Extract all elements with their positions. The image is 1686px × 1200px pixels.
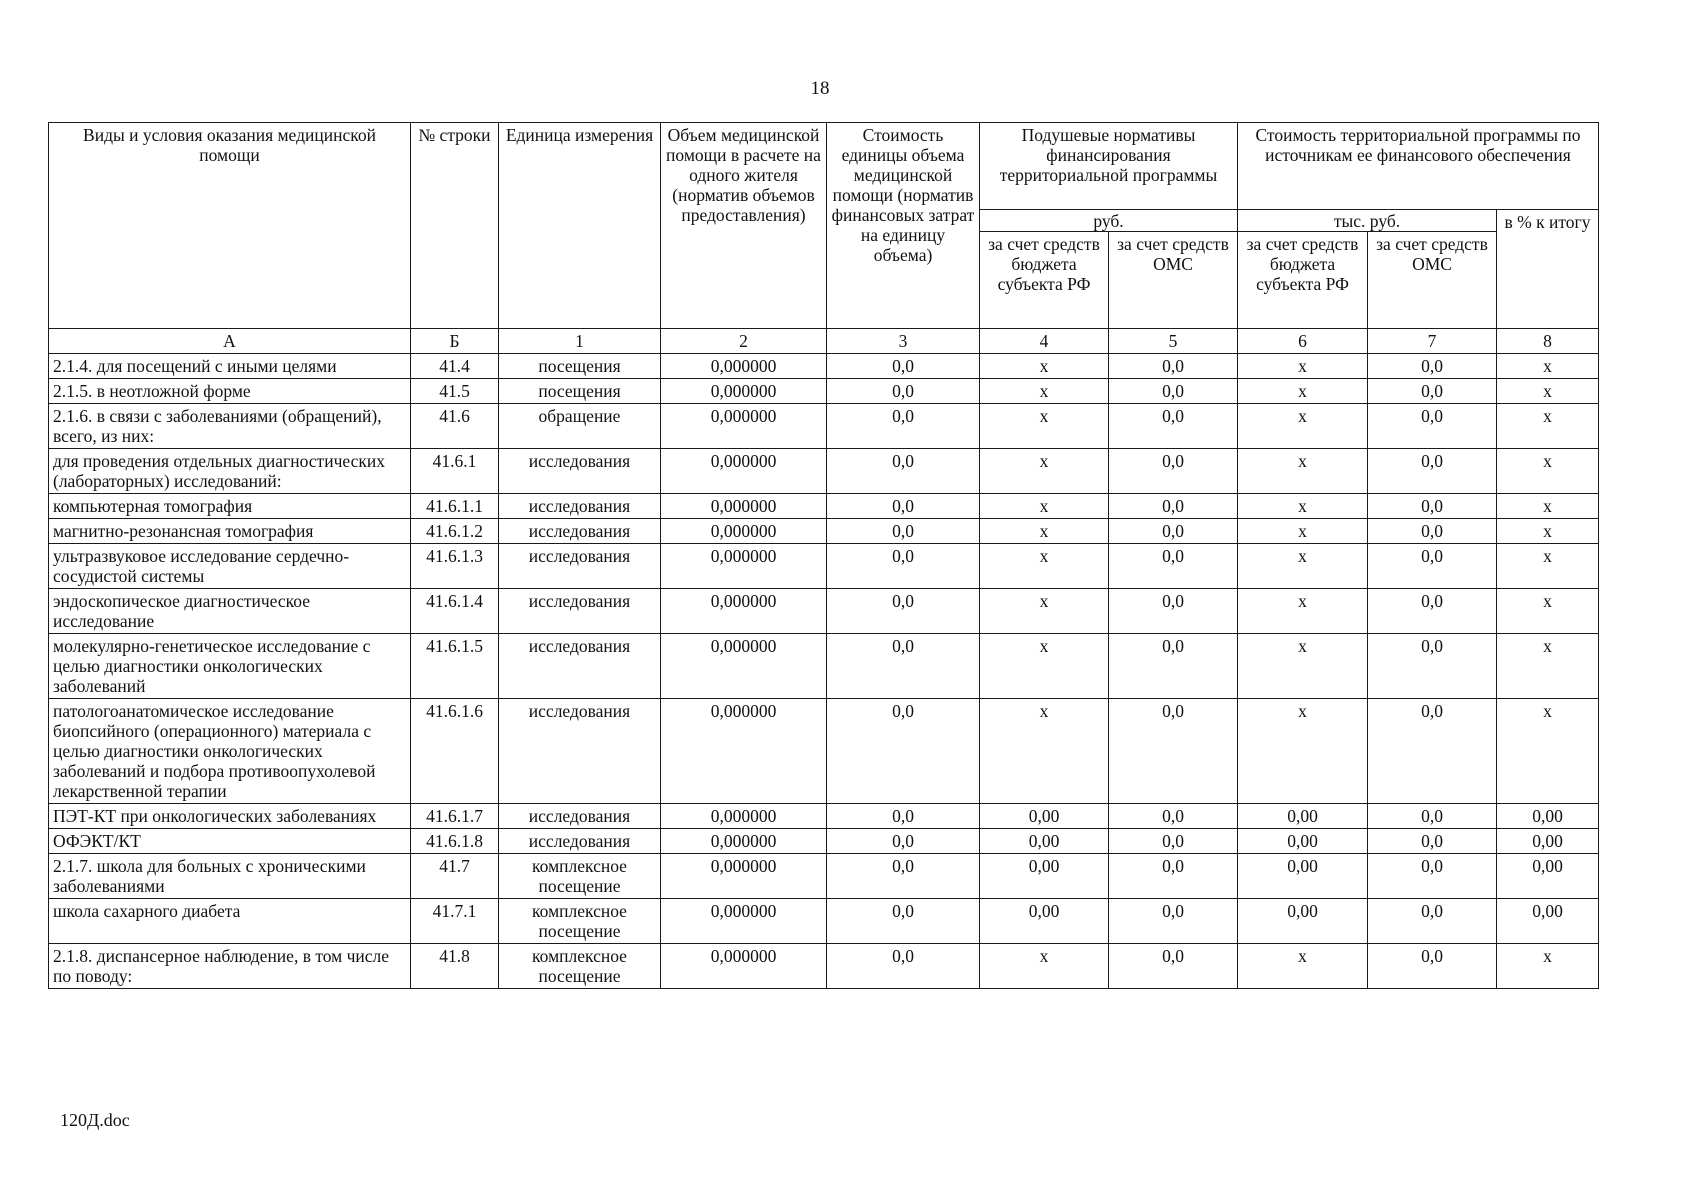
cell-name: для проведения отдельных диагностических (лабораторных) исследований: — [49, 449, 411, 494]
table-row — [49, 494, 1599, 519]
cell-oms-norm: 0,0 — [1109, 699, 1238, 804]
cell-cost: 0,0 — [827, 804, 980, 829]
cell-percent: х — [1497, 494, 1599, 519]
cell-row-no: 41.8 — [411, 944, 499, 989]
cell-budget-norm: х — [980, 589, 1109, 634]
cell-volume: 0,000000 — [661, 854, 827, 899]
cell-cost: 0,0 — [827, 829, 980, 854]
cell-oms-cost: 0,0 — [1368, 354, 1497, 379]
cell-cost: 0,0 — [827, 449, 980, 494]
header-row-no: № строки — [411, 123, 499, 329]
cell-oms-norm: 0,0 — [1109, 519, 1238, 544]
cell-percent: х — [1497, 634, 1599, 699]
cell-budget-cost: х — [1238, 634, 1368, 699]
cell-unit: комплексное посещение — [499, 944, 661, 989]
cell-budget-norm: 0,00 — [980, 804, 1109, 829]
column-letter: 3 — [827, 329, 980, 354]
cell-cost: 0,0 — [827, 544, 980, 589]
cell-budget-cost: 0,00 — [1238, 854, 1368, 899]
header-oms-1: за счет средств ОМС — [1109, 232, 1238, 329]
cell-oms-norm: 0,0 — [1109, 829, 1238, 854]
cell-oms-norm: 0,0 — [1109, 354, 1238, 379]
cell-percent: 0,00 — [1497, 829, 1599, 854]
cell-unit: исследования — [499, 449, 661, 494]
cell-budget-norm: 0,00 — [980, 854, 1109, 899]
cell-name: 2.1.6. в связи с заболеваниями (обращений), всего, из них: — [49, 404, 411, 449]
cell-cost: 0,0 — [827, 634, 980, 699]
column-letter: 6 — [1238, 329, 1368, 354]
header-cost: Стоимость единицы объема медицинской помощи (норматив финансовых затрат на единицу объема) — [827, 123, 980, 329]
header-rub: руб. — [980, 210, 1238, 232]
cell-percent: х — [1497, 404, 1599, 449]
cell-percent: х — [1497, 544, 1599, 589]
cell-row-no: 41.6.1.2 — [411, 519, 499, 544]
cell-row-no: 41.6.1.7 — [411, 804, 499, 829]
cell-name: патологоанатомическое исследование биопсийного (операционного) материала с целью диагностики онкологических заболеваний и подбора противоопухолевой лекарственной терапии — [49, 699, 411, 804]
cell-percent: х — [1497, 379, 1599, 404]
table-row — [49, 544, 1599, 589]
cell-volume: 0,000000 — [661, 449, 827, 494]
cell-oms-norm: 0,0 — [1109, 899, 1238, 944]
cell-volume: 0,000000 — [661, 494, 827, 519]
cell-budget-norm: х — [980, 944, 1109, 989]
cell-oms-norm: 0,0 — [1109, 404, 1238, 449]
table-row — [49, 634, 1599, 699]
column-letter: Б — [411, 329, 499, 354]
cell-volume: 0,000000 — [661, 379, 827, 404]
cell-percent: х — [1497, 589, 1599, 634]
cell-name: 2.1.8. диспансерное наблюдение, в том числе по поводу: — [49, 944, 411, 989]
header-thous-rub: тыс. руб. — [1238, 210, 1497, 232]
cell-volume: 0,000000 — [661, 804, 827, 829]
cell-name: 2.1.7. школа для больных с хроническими заболеваниями — [49, 854, 411, 899]
table-row — [49, 404, 1599, 449]
cell-percent: х — [1497, 354, 1599, 379]
header-kind: Виды и условия оказания медицинской помощи — [49, 123, 411, 329]
cell-budget-cost: х — [1238, 404, 1368, 449]
cell-name: ОФЭКТ/КТ — [49, 829, 411, 854]
header-oms-2: за счет средств ОМС — [1368, 232, 1497, 329]
column-letter: 2 — [661, 329, 827, 354]
header-norms: Подушевые нормативы финансирования территориальной программы — [980, 123, 1238, 210]
cell-oms-cost: 0,0 — [1368, 449, 1497, 494]
cell-budget-cost: х — [1238, 544, 1368, 589]
cell-name: 2.1.5. в неотложной форме — [49, 379, 411, 404]
cell-oms-norm: 0,0 — [1109, 589, 1238, 634]
cell-volume: 0,000000 — [661, 829, 827, 854]
cell-budget-cost: х — [1238, 944, 1368, 989]
cell-percent: х — [1497, 519, 1599, 544]
cell-oms-cost: 0,0 — [1368, 829, 1497, 854]
cell-cost: 0,0 — [827, 854, 980, 899]
cell-oms-cost: 0,0 — [1368, 854, 1497, 899]
cell-oms-cost: 0,0 — [1368, 634, 1497, 699]
cell-oms-cost: 0,0 — [1368, 699, 1497, 804]
cell-percent: х — [1497, 449, 1599, 494]
cell-budget-norm: х — [980, 634, 1109, 699]
table-row — [49, 899, 1599, 944]
cell-budget-norm: х — [980, 379, 1109, 404]
cell-unit: исследования — [499, 804, 661, 829]
cell-oms-norm: 0,0 — [1109, 804, 1238, 829]
column-letter: 1 — [499, 329, 661, 354]
cell-name: магнитно-резонансная томография — [49, 519, 411, 544]
cell-oms-norm: 0,0 — [1109, 944, 1238, 989]
cell-volume: 0,000000 — [661, 589, 827, 634]
cell-row-no: 41.6.1.3 — [411, 544, 499, 589]
page-number: 18 — [810, 78, 830, 99]
cell-row-no: 41.7 — [411, 854, 499, 899]
cell-budget-cost: х — [1238, 379, 1368, 404]
cell-cost: 0,0 — [827, 944, 980, 989]
cell-row-no: 41.6.1.1 — [411, 494, 499, 519]
cell-budget-cost: 0,00 — [1238, 899, 1368, 944]
table-row — [49, 804, 1599, 829]
cell-volume: 0,000000 — [661, 544, 827, 589]
cell-volume: 0,000000 — [661, 699, 827, 804]
cell-budget-cost: х — [1238, 494, 1368, 519]
header-program-cost: Стоимость территориальной программы по источникам ее финансового обеспечения — [1238, 123, 1599, 210]
cell-unit: исследования — [499, 519, 661, 544]
cell-unit: обращение — [499, 404, 661, 449]
cell-unit: исследования — [499, 544, 661, 589]
cell-cost: 0,0 — [827, 379, 980, 404]
cell-cost: 0,0 — [827, 404, 980, 449]
header-budget-1: за счет средств бюджета субъекта РФ — [980, 232, 1109, 329]
cell-oms-cost: 0,0 — [1368, 519, 1497, 544]
cell-unit: исследования — [499, 829, 661, 854]
cell-cost: 0,0 — [827, 519, 980, 544]
column-letter: 8 — [1497, 329, 1599, 354]
cell-unit: посещения — [499, 379, 661, 404]
cell-budget-cost: 0,00 — [1238, 829, 1368, 854]
cell-oms-cost: 0,0 — [1368, 589, 1497, 634]
cell-volume: 0,000000 — [661, 899, 827, 944]
table-row — [49, 944, 1599, 989]
table-row — [49, 699, 1599, 804]
cell-volume: 0,000000 — [661, 404, 827, 449]
cell-name: компьютерная томография — [49, 494, 411, 519]
cell-unit: исследования — [499, 634, 661, 699]
cell-oms-norm: 0,0 — [1109, 634, 1238, 699]
column-letter: 4 — [980, 329, 1109, 354]
cell-percent: х — [1497, 699, 1599, 804]
cell-budget-norm: х — [980, 354, 1109, 379]
cell-percent: 0,00 — [1497, 854, 1599, 899]
cell-name: школа сахарного диабета — [49, 899, 411, 944]
header-percent: в % к итогу — [1497, 210, 1599, 329]
cell-cost: 0,0 — [827, 354, 980, 379]
cell-budget-cost: х — [1238, 354, 1368, 379]
column-letters-row — [49, 329, 1599, 354]
cell-unit: исследования — [499, 589, 661, 634]
cell-budget-cost: х — [1238, 699, 1368, 804]
cell-oms-norm: 0,0 — [1109, 494, 1238, 519]
cell-oms-cost: 0,0 — [1368, 899, 1497, 944]
cell-volume: 0,000000 — [661, 634, 827, 699]
cell-name: эндоскопическое диагностическое исследование — [49, 589, 411, 634]
financing-table — [48, 122, 1599, 989]
cell-volume: 0,000000 — [661, 519, 827, 544]
cell-row-no: 41.6.1.8 — [411, 829, 499, 854]
cell-oms-cost: 0,0 — [1368, 944, 1497, 989]
cell-oms-cost: 0,0 — [1368, 379, 1497, 404]
cell-oms-cost: 0,0 — [1368, 494, 1497, 519]
cell-cost: 0,0 — [827, 494, 980, 519]
cell-volume: 0,000000 — [661, 354, 827, 379]
cell-budget-norm: х — [980, 494, 1109, 519]
table-row — [49, 829, 1599, 854]
cell-budget-cost: х — [1238, 449, 1368, 494]
cell-row-no: 41.6.1 — [411, 449, 499, 494]
cell-oms-cost: 0,0 — [1368, 544, 1497, 589]
cell-unit: исследования — [499, 494, 661, 519]
table-row — [49, 589, 1599, 634]
cell-budget-cost: 0,00 — [1238, 804, 1368, 829]
cell-name: молекулярно-генетическое исследование с целью диагностики онкологических заболеваний — [49, 634, 411, 699]
table-row — [49, 449, 1599, 494]
column-letter: А — [49, 329, 411, 354]
cell-oms-norm: 0,0 — [1109, 449, 1238, 494]
table-row — [49, 854, 1599, 899]
cell-budget-cost: х — [1238, 589, 1368, 634]
cell-cost: 0,0 — [827, 589, 980, 634]
cell-volume: 0,000000 — [661, 944, 827, 989]
table-header — [49, 123, 1599, 329]
table-body — [49, 329, 1599, 989]
cell-oms-cost: 0,0 — [1368, 804, 1497, 829]
cell-name: ПЭТ-КТ при онкологических заболеваниях — [49, 804, 411, 829]
header-unit: Единица измерения — [499, 123, 661, 329]
table-row — [49, 519, 1599, 544]
cell-unit: комплексное посещение — [499, 854, 661, 899]
cell-budget-norm: 0,00 — [980, 829, 1109, 854]
cell-budget-norm: х — [980, 699, 1109, 804]
cell-row-no: 41.6.1.6 — [411, 699, 499, 804]
cell-row-no: 41.7.1 — [411, 899, 499, 944]
column-letter: 7 — [1368, 329, 1497, 354]
cell-percent: 0,00 — [1497, 899, 1599, 944]
cell-row-no: 41.6.1.4 — [411, 589, 499, 634]
header-volume: Объем медицинской помощи в расчете на одного жителя (норматив объемов предоставления) — [661, 123, 827, 329]
cell-name: ультразвуковое исследование сердечно-сосудистой системы — [49, 544, 411, 589]
cell-budget-norm: х — [980, 519, 1109, 544]
table-row — [49, 354, 1599, 379]
cell-oms-norm: 0,0 — [1109, 379, 1238, 404]
table-row — [49, 379, 1599, 404]
footer-filename: 120Д.doc — [60, 1110, 130, 1130]
cell-budget-cost: х — [1238, 519, 1368, 544]
cell-oms-norm: 0,0 — [1109, 544, 1238, 589]
cell-row-no: 41.6 — [411, 404, 499, 449]
header-budget-2: за счет средств бюджета субъекта РФ — [1238, 232, 1368, 329]
cell-unit: исследования — [499, 699, 661, 804]
cell-row-no: 41.4 — [411, 354, 499, 379]
cell-budget-norm: х — [980, 404, 1109, 449]
cell-row-no: 41.6.1.5 — [411, 634, 499, 699]
cell-percent: х — [1497, 944, 1599, 989]
cell-name: 2.1.4. для посещений с иными целями — [49, 354, 411, 379]
cell-unit: посещения — [499, 354, 661, 379]
cell-row-no: 41.5 — [411, 379, 499, 404]
cell-unit: комплексное посещение — [499, 899, 661, 944]
cell-budget-norm: 0,00 — [980, 899, 1109, 944]
cell-budget-norm: х — [980, 449, 1109, 494]
cell-cost: 0,0 — [827, 699, 980, 804]
column-letter: 5 — [1109, 329, 1238, 354]
cell-percent: 0,00 — [1497, 804, 1599, 829]
cell-oms-cost: 0,0 — [1368, 404, 1497, 449]
cell-budget-norm: х — [980, 544, 1109, 589]
cell-cost: 0,0 — [827, 899, 980, 944]
cell-oms-norm: 0,0 — [1109, 854, 1238, 899]
